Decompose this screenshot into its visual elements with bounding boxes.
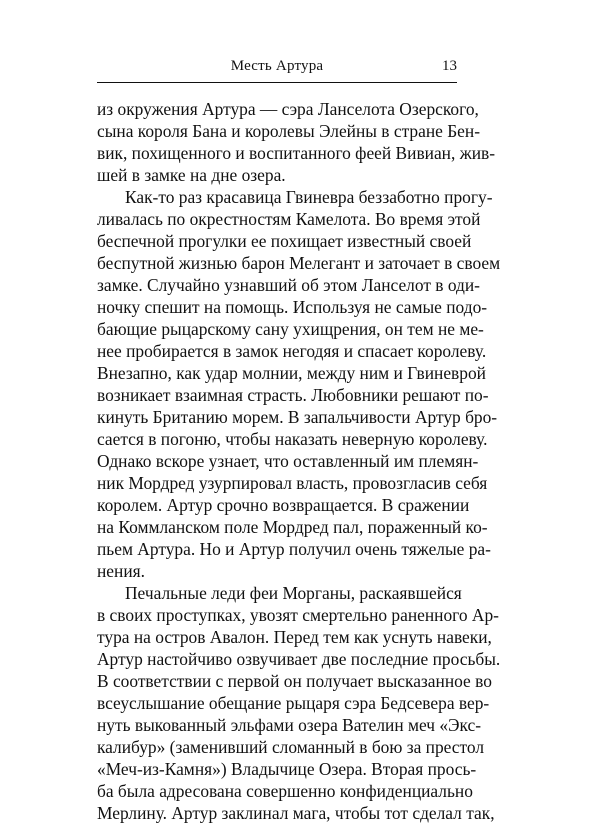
text-line: беспечной прогулки ее похищает известный своей — [97, 231, 472, 251]
text-line: кинуть Британию морем. В запальчивости Артур бро- — [97, 407, 498, 427]
text-line: ливалась по окрестностям Камелота. Во время этой — [97, 209, 481, 229]
text-line: ба была адресована совершенно конфиденциально — [97, 781, 473, 801]
text-line: сына короля Бана и королевы Элейны в стране Бен- — [97, 121, 480, 141]
text-line: на Коммланском поле Мордред пал, пораженный ко- — [97, 517, 488, 537]
text-line: вик, похищенного и воспитанного феей Вивиан, жив- — [97, 143, 496, 163]
paragraph-3 — [97, 582, 501, 824]
text-line: тура на остров Авалон. Перед тем как уснуть навеки, — [97, 627, 492, 647]
text-line: ночку спешит на помощь. Используя не самые подо- — [97, 297, 488, 317]
text-line: пьем Артура. Но и Артур получил очень тяжелые ра- — [97, 539, 491, 559]
text-line: сается в погоню, чтобы наказать неверную королеву. — [97, 429, 488, 449]
text-line: В соответствии с первой он получает высказанное во — [97, 671, 492, 691]
text-line: бающие рыцарскому сану ухищрения, он тем не ме- — [97, 319, 484, 339]
text-line: «Меч-из-Камня») Владычице Озера. Вторая прось- — [97, 759, 477, 779]
text-line: беспутной жизнью барон Мелегант и заточает в своем — [97, 253, 501, 273]
running-title: Месть Артура — [230, 58, 324, 74]
header-rule — [97, 82, 457, 83]
text-line: из окружения Артура — сэра Ланселота Озерского, — [97, 99, 479, 119]
body-text — [97, 98, 501, 824]
text-line: шей в замке на дне озера. — [97, 165, 286, 185]
text-line: ник Мордред узурпировал власть, провозгласив себя — [97, 473, 488, 493]
text-line: нуть выкованный эльфами озера Вателин меч «Экс- — [97, 715, 482, 735]
text-line: всеуслышание обещание рыцаря сэра Бедсевера вер- — [97, 693, 490, 713]
page-number: 13 — [442, 58, 457, 74]
text-line: нения. — [97, 561, 145, 581]
paragraph-1 — [97, 98, 496, 186]
text-line: королем. Артур срочно возвращается. В сражении — [97, 495, 470, 515]
text-line: Мерлину. Артур заклинал мага, чтобы тот сделал так, — [97, 803, 495, 823]
text-line: замке. Случайно узнавший об этом Ланселот в оди- — [97, 275, 480, 295]
text-line: Однако вскоре узнает, что оставленный им племян- — [97, 451, 479, 471]
text-line: возникает взаимная страсть. Любовники решают по- — [97, 385, 489, 405]
text-line: калибур» (заменивший сломанный в бою за престол — [97, 737, 485, 757]
text-line: нее пробирается в замок негодяя и спасает королеву. — [97, 341, 487, 361]
text-line: Печальные леди феи Морганы, раскаявшейся — [125, 583, 462, 603]
text-line: Артур настойчиво озвучивает две последние просьбы. — [97, 649, 501, 669]
paragraph-2 — [97, 186, 501, 582]
text-line: в своих проступках, увозят смертельно раненного Ар- — [97, 605, 499, 625]
text-line: Как-то раз красавица Гвиневра беззаботно прогу- — [125, 187, 493, 207]
text-line: Внезапно, как удар молнии, между ним и Гвиневрой — [97, 363, 486, 383]
running-header — [97, 44, 457, 84]
